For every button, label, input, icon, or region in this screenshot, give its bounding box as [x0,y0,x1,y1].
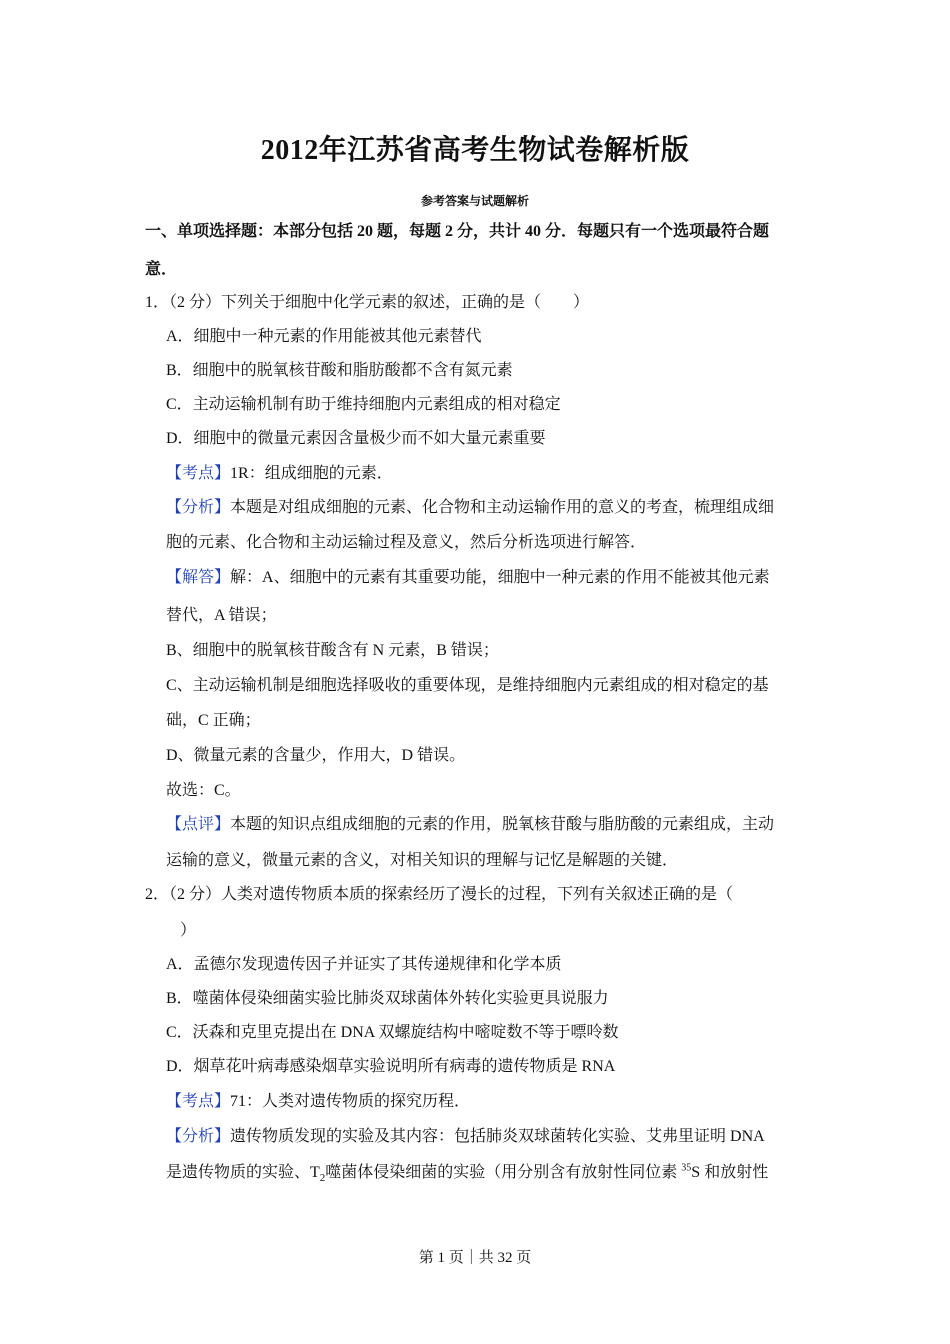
fenxi-tag: 【分析】 [166,499,231,516]
question-2-option-b: B．噬菌体侵染细菌实验比肺炎双球菌体外转化实验更具说服力 [166,990,609,1007]
question-2-option-c: C．沃森和克里克提出在 DNA 双螺旋结构中嘧啶数不等于嘌呤数 [166,1024,619,1041]
question-2-option-d: D．烟草花叶病毒感染烟草实验说明所有病毒的遗传物质是 RNA [166,1058,616,1075]
question-2-stem: 2．（2 分）人类对遗传物质本质的探索经历了漫长的过程，下列有关叙述正确的是（ [145,886,734,903]
question-1-fenxi: 【分析】本题是对组成细胞的元素、化合物和主动运输作用的意义的考查，梳理组成细 [166,499,775,516]
question-1-jieda-5: 础，C 正确； [166,712,261,729]
question-1-option-c: C．主动运输机制有助于维持细胞内元素组成的相对稳定 [166,396,561,413]
page-footer: 第 1 页｜共 32 页 [418,1250,532,1266]
question-1-dianping: 【点评】本题的知识点组成细胞的元素的作用，脱氧核苷酸与脂肪酸的元素组成，主动 [166,816,775,833]
question-1-jieda: 【解答】解：A、细胞中的元素有其重要功能，细胞中一种元素的作用不能被其他元素 [166,569,770,586]
question-2-option-a: A．孟德尔发现遗传因子并证实了其传递规律和化学本质 [166,956,562,973]
question-2-fenxi-cont: 是遗传物质的实验、$T_2$噬菌体侵染细菌的实验（用分别含有放射性同位素 $^{35}$S 和放射性 [166,1162,769,1185]
question-1-dianping-cont: 运输的意义，微量元素的含义，对相关知识的理解与记忆是解题的关键． [166,852,679,869]
kaodian-tag: 【考点】 [166,465,231,482]
question-1-jieda-6: D、微量元素的含量少，作用大，D 错误。 [166,747,466,764]
question-2-fenxi: 【分析】遗传物质发现的实验及其内容：包括肺炎双球菌转化实验、艾弗里证明 DNA [166,1128,765,1145]
question-1-option-a: A．细胞中一种元素的作用能被其他元素替代 [166,328,482,345]
question-1-jieda-3: B、细胞中的脱氧核苷酸含有 N 元素，B 错误； [166,642,499,659]
question-1-kaodian: 【考点】1R：组成细胞的元素． [166,465,393,482]
kaodian-tag: 【考点】 [166,1093,231,1110]
fenxi-tag: 【分析】 [166,1128,231,1145]
question-1-option-d: D．细胞中的微量元素因含量极少而不如大量元素重要 [166,430,546,447]
question-1-jieda-7: 故选：C。 [166,782,241,799]
dianping-tag: 【点评】 [166,816,231,833]
jieda-tag: 【解答】 [166,569,231,586]
page-title: 2012年江苏省高考生物试卷解析版 [260,135,690,166]
question-1-jieda-4: C、主动运输机制是细胞选择吸收的重要体现，是维持细胞内元素组成的相对稳定的基 [166,677,769,694]
question-1-fenxi-cont: 胞的元素、化合物和主动运输过程及意义，然后分析选项进行解答． [166,534,647,551]
question-1-stem: 1．（2 分）下列关于细胞中化学元素的叙述，正确的是（ ） [145,294,590,311]
section-heading: 一、单项选择题：本部分包括 20 题，每题 2 分，共计 40 分．每题只有一个选项最符合题 [145,223,770,240]
question-2-kaodian: 【考点】71：人类对遗传物质的探究历程． [166,1093,471,1110]
page-subtitle: 参考答案与试题解析 [420,194,529,208]
section-heading-cont: 意． [145,261,178,278]
question-2-stem-cont: ） [180,922,197,939]
question-1-jieda-2: 替代，A 错误； [166,607,277,624]
question-1-option-b: B．细胞中的脱氧核苷酸和脂肪酸都不含有氮元素 [166,362,513,379]
